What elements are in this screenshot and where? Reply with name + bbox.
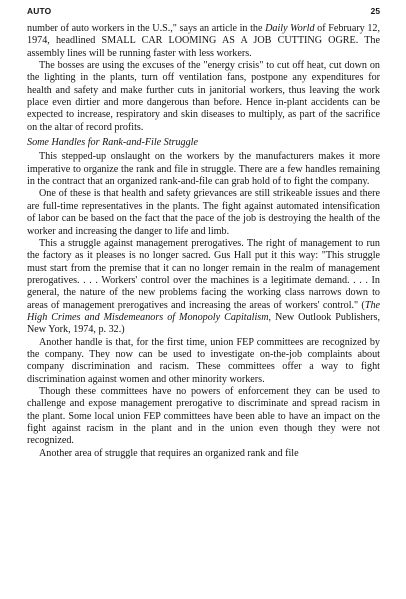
paragraph-5-text-c: , New Outlook Publishers, New York, 1974, p. 32.) bbox=[27, 311, 381, 336]
paragraph-4: One of these is that health and safety grievances are still strikeable issues and there are full-time representatives in the plants. The fight against automated intensification of labor can be based on the fact that the pace of the job is destroying the health of the worker and increasing the danger to life and limb. bbox=[27, 188, 380, 237]
paragraph-5 bbox=[27, 238, 380, 337]
newspaper-title: Daily World bbox=[265, 23, 315, 34]
paragraph-3: This stepped-up onslaught on the workers by the manufacturers makes it more imperative to organize the rank and file in struggle. There are a few handles remaining in the contract that an organized rank-and-file can grab hold of to fight the company. bbox=[27, 151, 380, 188]
paragraph-1-text-a: number of auto workers in the U.S.," says an article in the bbox=[27, 23, 266, 34]
paragraph-5-text-a: This a struggle against management prerogatives. The right of management to run the factory as it pleases is no longer sacred. Gus Hall put it this way: "This struggle must start from the premise that it can no longer remain in the realm of management prerogatives. . . . Workers' control over the machines is a legitimate demand. . . . In general, the nature of the new problems facing the working class narrows down to areas of management prerogatives and increasing the areas of workers' control." ( bbox=[27, 237, 380, 311]
paragraph-6: Another handle is that, for the first time, union FEP committees are recognized by the company. They now can be used to investigate on-the-job complaints about company discrimination and racism. These committees offer a way to fight discrimination against women and other minority workers. bbox=[27, 336, 380, 385]
paragraph-1-text-c: of February 12, 1974, headlined SMALL CAR LOOMING AS A JOB CUTTING OGRE. The assembly lines will be running faster with less workers. bbox=[27, 23, 381, 59]
page-number: 25 bbox=[370, 6, 380, 16]
section-subheading: Some Handles for Rank-and-File Struggle bbox=[27, 137, 198, 149]
paragraph-8: Another area of struggle that requires an organized rank and file bbox=[39, 447, 299, 459]
book-title: The High Crimes and Misdemeanors of Monopoly Capitalism bbox=[27, 299, 380, 323]
paragraph-7: Though these committees have no powers of enforcement they can be used to challenge and expose management prerogative to discriminate and spread racism in the plant. Some local union FEP committees have been able to have an impact on the fight against racism in the plant and in the union even though they were not recognized. bbox=[27, 385, 380, 447]
running-head-title: AUTO bbox=[27, 6, 52, 16]
body-text bbox=[27, 23, 380, 460]
running-header bbox=[27, 6, 380, 20]
paragraph-1 bbox=[27, 23, 380, 60]
paragraph-2: The bosses are using the excuses of the "energy crisis" to cut off heat, cut down on the lighting in the plants, turn off ventilation fans, postpone any expenditures for health and safety and make further cuts in janitorial workers, thus leaving the work place even dirtier and more dangerous than before. Hence in-plant accidents can be expected to increase, respiratory and skin diseases to multiply, as part of the sacrifice on the altar of record profits. bbox=[27, 60, 380, 133]
